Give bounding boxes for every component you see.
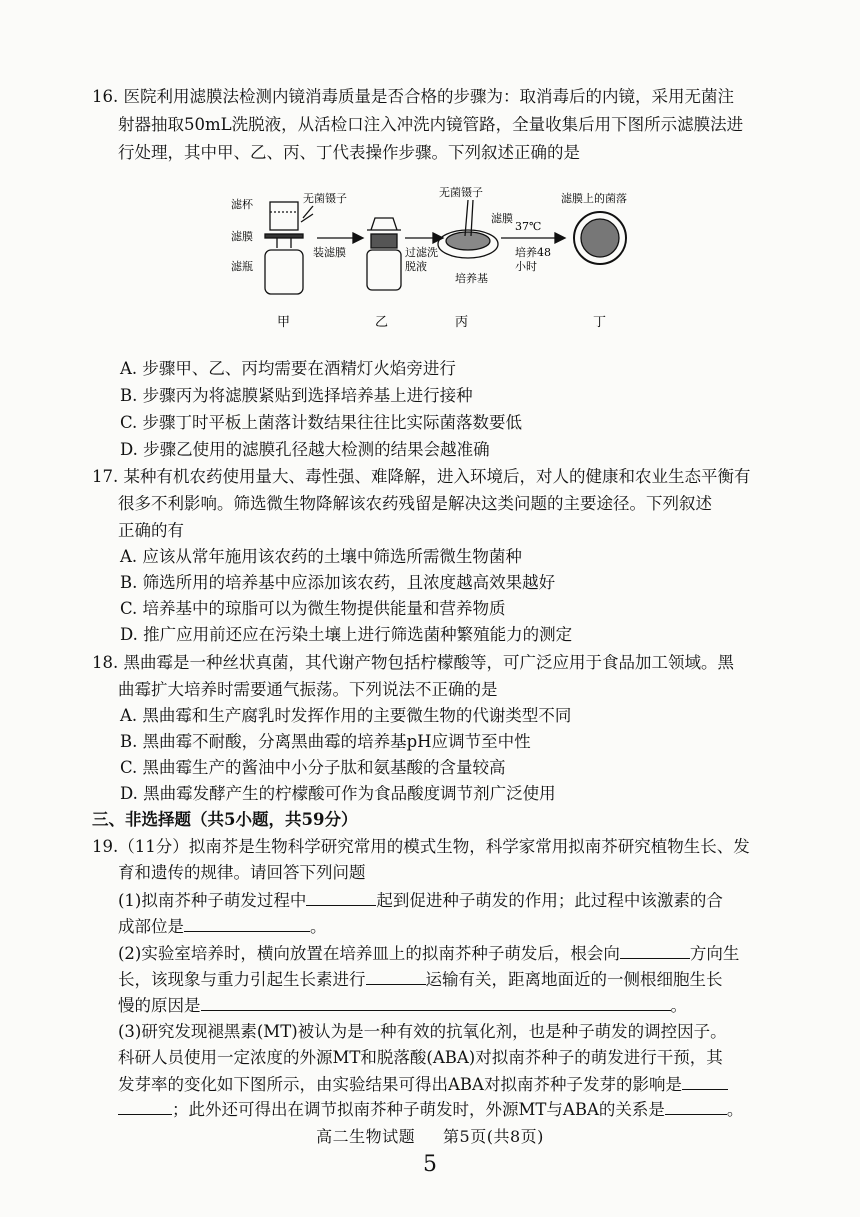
answer-blank-8[interactable] xyxy=(665,1098,727,1115)
q16-option-a: A. 步骤甲、乙、丙均需要在酒精灯火焰旁进行 xyxy=(120,359,456,378)
q19-part3-line4 xyxy=(118,1098,743,1121)
q19-part2-line1 xyxy=(118,942,739,965)
q19-part3-text-d: ；此外还可得出在调节拟南芥种子萌发时，外源MT与ABA的关系是 xyxy=(172,1100,665,1119)
q19-intro-2: 育和遗传的规律。请回答下列问题 xyxy=(118,863,366,882)
q19-part2-text-b: 方向生 xyxy=(689,944,740,963)
q19-part3-line2: 科研人员使用一定浓度的外源MT和脱落酸(ABA)对拟南芥种子的萌发进行干预，其 xyxy=(118,1048,723,1067)
answer-blank-3[interactable] xyxy=(620,942,690,959)
q19-part3-line3 xyxy=(118,1073,728,1096)
label-filter-membrane: 滤膜 xyxy=(231,230,253,243)
label-sterile-tweezers: 无菌镊子 xyxy=(303,192,347,205)
q19-part3-text-c: 发芽率的变化如下图所示，由实验结果可得出ABA对拟南芥种子发芽的影响是 xyxy=(118,1075,682,1094)
q19-part2-line3 xyxy=(118,994,687,1017)
label-filter-wash-1: 过滤洗 xyxy=(405,246,438,259)
q16-option-d: D. 步骤乙使用的滤膜孔径越大检测的结果会越准确 xyxy=(120,440,490,459)
q18-line-2: 曲霉扩大培养时需要通气振荡。下列说法不正确的是 xyxy=(118,680,498,699)
answer-blank-7[interactable] xyxy=(118,1098,172,1115)
label-temperature: 37℃ xyxy=(515,220,542,233)
q16-line-1: 16. 医院利用滤膜法检测内镜消毒质量是否合格的步骤为：取消毒后的内镜，采用无菌注 xyxy=(92,87,734,106)
q17-option-b: B. 筛选所用的培养基中应添加该农药，且浓度越高效果越好 xyxy=(120,573,556,592)
page-footer xyxy=(0,1124,860,1147)
page-number: 5 xyxy=(423,1152,437,1177)
q18-option-a: A. 黑曲霉和生产腐乳时发挥作用的主要微生物的代谢类型不同 xyxy=(120,706,572,725)
q19-part2-text-e: 慢的原因是 xyxy=(118,996,201,1015)
q19-part1-text-a: (1)拟南芥种子萌发过程中 xyxy=(118,891,307,910)
q18-line-1: 18. 黑曲霉是一种丝状真菌，其代谢产物包括柠檬酸等，可广泛应用于食品加工领域。黑 xyxy=(92,653,734,672)
footer-page: 第5页(共8页) xyxy=(443,1127,544,1146)
q19-part1-text-c: 成部位是 xyxy=(118,917,184,936)
q19-intro-1: 19.（11分）拟南芥是生物科学研究常用的模式生物，科学家常用拟南芥研究植物生长、发 xyxy=(92,837,750,856)
step-label-1: 甲 xyxy=(277,315,291,330)
step-label-4: 丁 xyxy=(593,315,607,330)
q17-line-1: 17. 某种有机农药使用量大、毒性强、难降解，进入环境后，对人的健康和农业生态平衡有 xyxy=(92,467,751,486)
filter-cup-shape xyxy=(270,202,298,230)
q19-part1-text-b: 起到促进种子萌发的作用；此过程中该激素的合 xyxy=(376,891,723,910)
answer-blank-1[interactable] xyxy=(306,889,376,906)
q19-part1-text-d: 。 xyxy=(310,917,327,936)
answer-blank-2[interactable] xyxy=(184,915,310,932)
step-label-3: 丙 xyxy=(455,315,469,330)
q19-part2-line2 xyxy=(118,968,723,991)
q16-option-c: C. 步骤丁时平板上菌落计数结果往往比实际菌落数要低 xyxy=(120,413,523,432)
filter-membrane-diagram xyxy=(225,178,645,338)
q18-option-c: C. 黑曲霉生产的酱油中小分子肽和氨基酸的含量较高 xyxy=(120,758,506,777)
q19-part1-line1 xyxy=(118,889,723,912)
label-medium: 培养基 xyxy=(455,272,488,285)
q17-option-c: C. 培养基中的琼脂可以为微生物提供能量和营养物质 xyxy=(120,599,506,618)
label-culture-1: 培养48 xyxy=(515,246,551,259)
label-membrane-2: 滤膜 xyxy=(491,212,513,225)
q16-option-b: B. 步骤丙为将滤膜紧贴到选择培养基上进行接种 xyxy=(120,386,473,405)
q19-part2-text-c: 长，该现象与重力引起生长素进行 xyxy=(118,970,366,989)
q17-option-d: D. 推广应用前还应在污染土壤上进行筛选菌种繁殖能力的测定 xyxy=(120,625,573,644)
answer-blank-4[interactable] xyxy=(366,968,426,985)
label-filter-wash-2: 脱液 xyxy=(405,260,427,273)
answer-blank-5[interactable] xyxy=(201,994,671,1011)
label-colonies: 滤膜上的菌落 xyxy=(561,192,627,205)
q18-option-b: B. 黑曲霉不耐酸，分离黑曲霉的培养基pH应调节至中性 xyxy=(120,732,531,751)
label-filter-bottle: 滤瓶 xyxy=(231,260,253,273)
q19-part2-text-f: 。 xyxy=(670,996,687,1015)
q17-option-a: A. 应该从常年施用该农药的土壤中筛选所需微生物菌种 xyxy=(120,547,522,566)
footer-subject: 高二生物试题 xyxy=(316,1127,416,1146)
step-label-2: 乙 xyxy=(375,315,389,330)
q18-option-d: D. 黑曲霉发酵产生的柠檬酸可作为食品酸度调节剂广泛使用 xyxy=(120,784,556,803)
q19-part1-line2 xyxy=(118,915,327,938)
filter-bottle-2-shape xyxy=(367,250,401,290)
filter-bottle-shape xyxy=(265,250,303,294)
label-culture-2: 小时 xyxy=(515,260,537,273)
label-filter-cup: 滤杯 xyxy=(231,198,253,211)
q16-line-3: 行处理，其中甲、乙、丙、丁代表操作步骤。下列叙述正确的是 xyxy=(118,143,580,162)
q19-part3-text-e: 。 xyxy=(726,1100,744,1119)
answer-blank-6[interactable] xyxy=(682,1073,728,1090)
q19-part2-text-d: 运输有关，距离地面近的一侧根细胞生长 xyxy=(425,970,723,989)
label-install-membrane: 装滤膜 xyxy=(313,246,346,259)
section-heading: 三、非选择题（共5小题，共59分） xyxy=(92,810,358,829)
q19-part3-line1: (3)研究发现褪黑素(MT)被认为是一种有效的抗氧化剂，也是种子萌发的调控因子。 xyxy=(118,1022,727,1041)
q19-part2-text-a: (2)实验室培养时，横向放置在培养皿上的拟南芥种子萌发后，根会向 xyxy=(118,944,620,963)
q17-line-2: 很多不利影响。筛选微生物降解该农药残留是解决这类问题的主要途径。下列叙述 xyxy=(118,494,712,513)
q16-line-2: 射器抽取50mL洗脱液，从活检口注入冲洗内镜管路，全量收集后用下图所示滤膜法进 xyxy=(118,115,744,134)
membrane-shape xyxy=(265,234,303,238)
label-sterile-tweezers-2: 无菌镊子 xyxy=(439,186,483,199)
q17-line-3: 正确的有 xyxy=(118,521,184,540)
